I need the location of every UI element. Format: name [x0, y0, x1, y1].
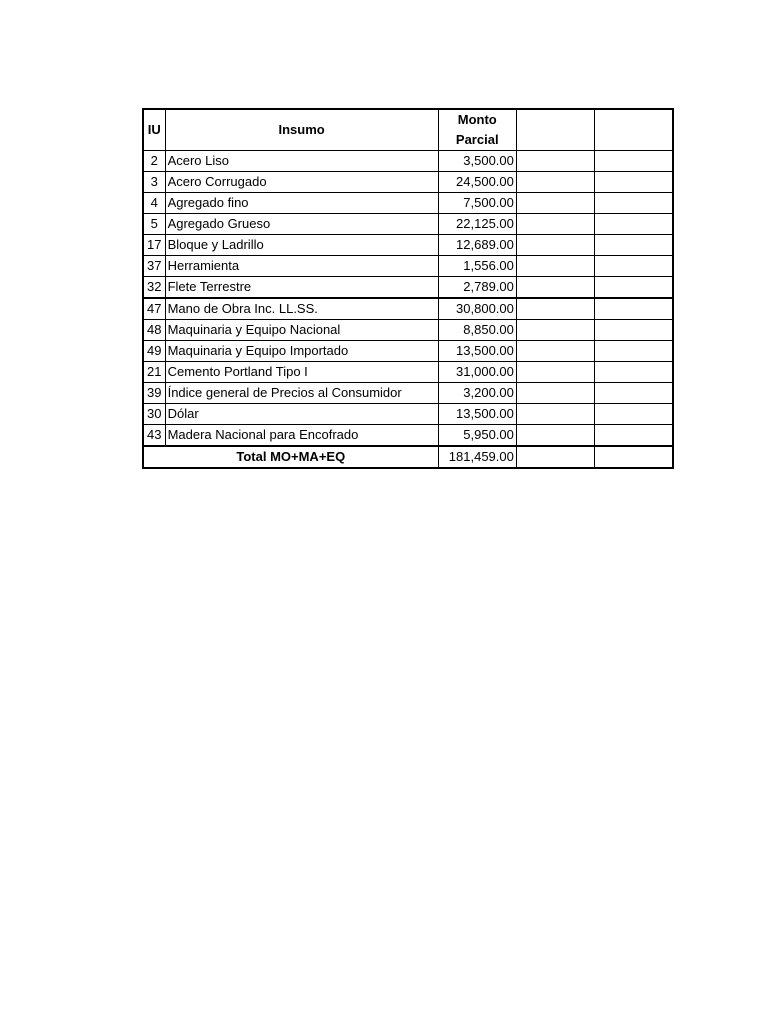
row-empty-2	[595, 256, 673, 277]
row-insumo: Flete Terrestre	[165, 277, 438, 299]
row-empty-1	[516, 193, 594, 214]
total-label: Total MO+MA+EQ	[143, 446, 438, 468]
row-iu: 43	[143, 425, 165, 447]
table-row	[143, 383, 673, 404]
row-insumo: Dólar	[165, 404, 438, 425]
table-row	[143, 172, 673, 193]
row-iu: 48	[143, 320, 165, 341]
row-insumo: Índice general de Precios al Consumidor	[165, 383, 438, 404]
row-insumo: Maquinaria y Equipo Nacional	[165, 320, 438, 341]
header-row	[143, 109, 673, 151]
row-monto: 24,500.00	[438, 172, 516, 193]
header-iu: IU	[143, 109, 165, 151]
header-insumo: Insumo	[165, 109, 438, 151]
table-row	[143, 277, 673, 299]
row-iu: 32	[143, 277, 165, 299]
row-empty-1	[516, 362, 594, 383]
row-iu: 49	[143, 341, 165, 362]
header-monto-line1: Monto	[457, 112, 497, 127]
row-monto: 31,000.00	[438, 362, 516, 383]
row-insumo: Maquinaria y Equipo Importado	[165, 341, 438, 362]
table-row	[143, 362, 673, 383]
row-monto: 13,500.00	[438, 341, 516, 362]
row-insumo: Bloque y Ladrillo	[165, 235, 438, 256]
row-empty-1	[516, 235, 594, 256]
row-empty-1	[516, 425, 594, 447]
row-iu: 39	[143, 383, 165, 404]
row-empty-1	[516, 320, 594, 341]
cost-table	[142, 108, 674, 469]
total-row	[143, 446, 673, 468]
row-empty-1	[516, 172, 594, 193]
row-empty-1	[516, 404, 594, 425]
header-monto-line2: Parcial	[455, 132, 499, 147]
row-empty-2	[595, 214, 673, 235]
row-monto: 3,200.00	[438, 383, 516, 404]
table-row	[143, 235, 673, 256]
table-row	[143, 298, 673, 320]
row-empty-2	[595, 425, 673, 447]
row-empty-1	[516, 151, 594, 172]
row-insumo: Madera Nacional para Encofrado	[165, 425, 438, 447]
row-iu: 5	[143, 214, 165, 235]
row-iu: 2	[143, 151, 165, 172]
row-empty-1	[516, 277, 594, 299]
row-empty-2	[595, 341, 673, 362]
table-row	[143, 320, 673, 341]
header-empty-1	[516, 109, 594, 151]
row-empty-2	[595, 383, 673, 404]
header-monto-parcial	[438, 109, 516, 151]
row-monto: 30,800.00	[438, 298, 516, 320]
row-insumo: Herramienta	[165, 256, 438, 277]
row-insumo: Mano de Obra Inc. LL.SS.	[165, 298, 438, 320]
row-empty-2	[595, 320, 673, 341]
row-insumo: Acero Liso	[165, 151, 438, 172]
table-row	[143, 404, 673, 425]
row-empty-1	[516, 256, 594, 277]
table-row	[143, 341, 673, 362]
table-row	[143, 425, 673, 447]
row-iu: 21	[143, 362, 165, 383]
row-empty-1	[516, 341, 594, 362]
row-empty-2	[595, 298, 673, 320]
row-monto: 5,950.00	[438, 425, 516, 447]
row-empty-2	[595, 362, 673, 383]
row-empty-2	[595, 235, 673, 256]
row-empty-1	[516, 214, 594, 235]
row-empty-2	[595, 193, 673, 214]
row-monto: 22,125.00	[438, 214, 516, 235]
row-iu: 30	[143, 404, 165, 425]
row-monto: 7,500.00	[438, 193, 516, 214]
row-insumo: Acero Corrugado	[165, 172, 438, 193]
row-monto: 8,850.00	[438, 320, 516, 341]
row-iu: 47	[143, 298, 165, 320]
header-empty-2	[595, 109, 673, 151]
table-row	[143, 214, 673, 235]
row-empty-1	[516, 383, 594, 404]
row-monto: 12,689.00	[438, 235, 516, 256]
row-insumo: Agregado fino	[165, 193, 438, 214]
table-row	[143, 193, 673, 214]
row-empty-2	[595, 151, 673, 172]
row-empty-2	[595, 277, 673, 299]
row-iu: 17	[143, 235, 165, 256]
row-iu: 37	[143, 256, 165, 277]
table-row	[143, 256, 673, 277]
row-empty-2	[595, 172, 673, 193]
table-row	[143, 151, 673, 172]
row-monto: 3,500.00	[438, 151, 516, 172]
row-empty-1	[516, 298, 594, 320]
row-monto: 1,556.00	[438, 256, 516, 277]
row-iu: 4	[143, 193, 165, 214]
total-empty-1	[516, 446, 594, 468]
row-monto: 13,500.00	[438, 404, 516, 425]
total-empty-2	[595, 446, 673, 468]
row-monto: 2,789.00	[438, 277, 516, 299]
row-insumo: Cemento Portland Tipo I	[165, 362, 438, 383]
total-monto: 181,459.00	[438, 446, 516, 468]
row-empty-2	[595, 404, 673, 425]
row-insumo: Agregado Grueso	[165, 214, 438, 235]
row-iu: 3	[143, 172, 165, 193]
